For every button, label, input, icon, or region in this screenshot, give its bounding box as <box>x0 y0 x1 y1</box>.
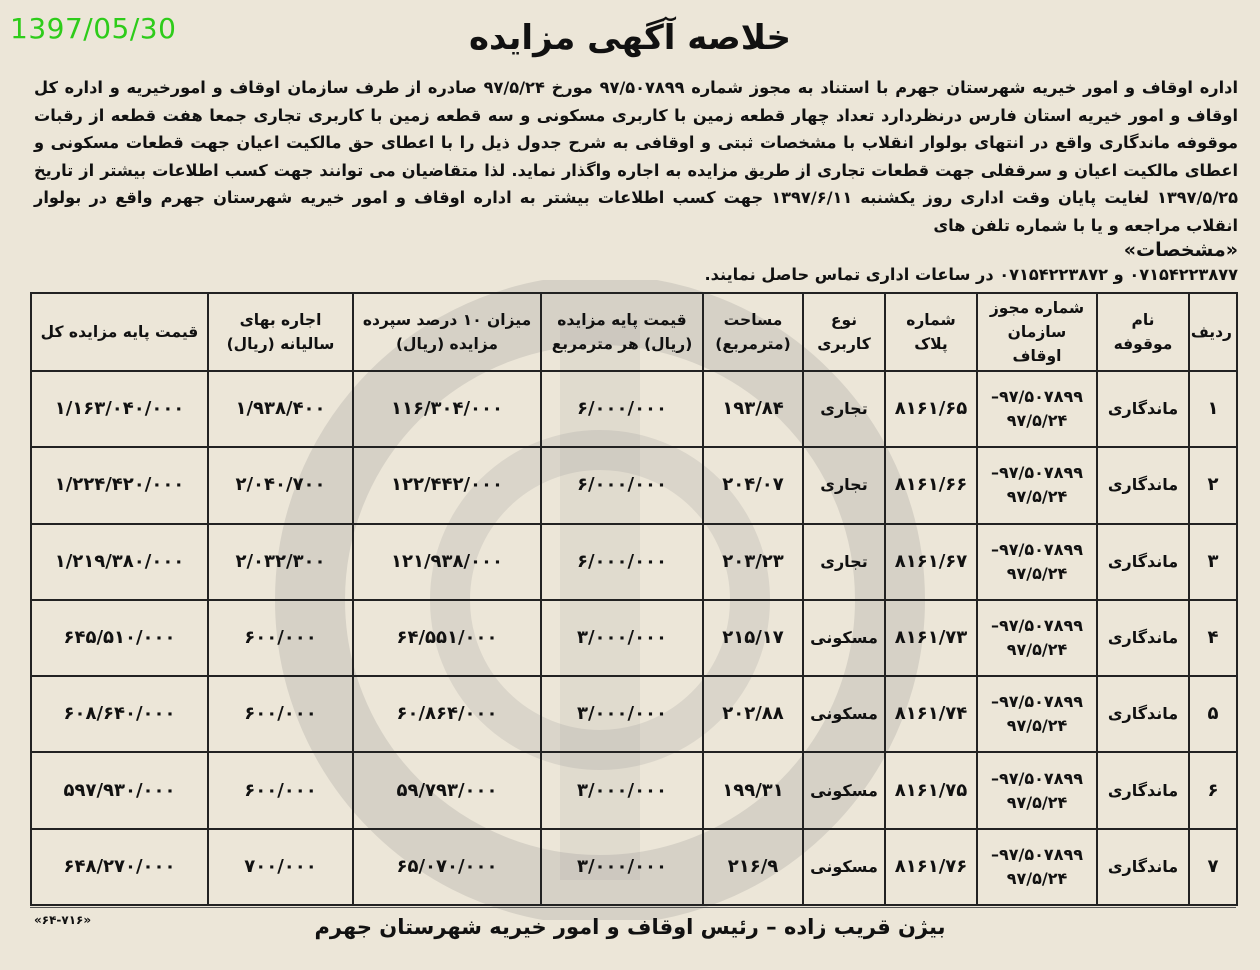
table-cell: ۹۷/۵۰۷۸۹۹– ۹۷/۵/۲۴ <box>977 829 1097 905</box>
signature-line: بیژن قریب زاده – رئیس اوقاف و امور خیریه شهرستان جهرم <box>314 915 946 939</box>
table-cell: ۲۰۳/۲۳ <box>703 524 803 600</box>
table-cell: ۹۷/۵۰۷۸۹۹– ۹۷/۵/۲۴ <box>977 600 1097 676</box>
specs-heading: «مشخصات» <box>1123 239 1238 261</box>
table-row <box>31 371 1237 447</box>
table-cell: ۲۰۲/۸۸ <box>703 676 803 752</box>
footer-code: «۶۴-۷۱۶» <box>34 913 92 927</box>
table-cell: ۶۵/۰۷۰/۰۰۰ <box>353 829 541 905</box>
table-cell: ۲ <box>1189 447 1237 523</box>
table-cell: ۱ <box>1189 371 1237 447</box>
table-cell: مسکونی <box>803 676 885 752</box>
date-stamp: 1397/05/30 <box>10 12 177 45</box>
table-cell: ۶۰۰/۰۰۰ <box>208 676 353 752</box>
table-cell: ۱۲۲/۴۴۲/۰۰۰ <box>353 447 541 523</box>
table-cell: ۳/۰۰۰/۰۰۰ <box>541 752 703 828</box>
header-cell: شماره مجوز سازمان اوقاف <box>977 293 1097 371</box>
table-cell: ۸۱۶۱/۶۷ <box>885 524 977 600</box>
table-cell: ۲۰۴/۰۷ <box>703 447 803 523</box>
table-cell: ۱/۲۱۹/۳۸۰/۰۰۰ <box>31 524 208 600</box>
table-cell: ۶۴۸/۲۷۰/۰۰۰ <box>31 829 208 905</box>
table-cell: تجاری <box>803 447 885 523</box>
header-cell: مساحت (مترمربع) <box>703 293 803 371</box>
table-cell: مسکونی <box>803 829 885 905</box>
table-cell: تجاری <box>803 524 885 600</box>
table-cell: ۶۰/۸۶۴/۰۰۰ <box>353 676 541 752</box>
table-cell: ماندگاری <box>1097 524 1189 600</box>
table-cell: ۵ <box>1189 676 1237 752</box>
table-cell: ۸۱۶۱/۶۵ <box>885 371 977 447</box>
header-cell: ردیف <box>1189 293 1237 371</box>
notice-title: خلاصه آگهی مزایده <box>468 18 792 58</box>
table-cell: ۴ <box>1189 600 1237 676</box>
table-cell: ۱۲۱/۹۳۸/۰۰۰ <box>353 524 541 600</box>
table-cell: ۳ <box>1189 524 1237 600</box>
notice-body <box>34 74 1238 289</box>
table-cell: ۵۹/۷۹۳/۰۰۰ <box>353 752 541 828</box>
table-cell: مسکونی <box>803 600 885 676</box>
table-cell: ۶۰۰/۰۰۰ <box>208 600 353 676</box>
table-cell: ۶ <box>1189 752 1237 828</box>
header-cell: نام موقوفه <box>1097 293 1189 371</box>
table-cell: ۳/۰۰۰/۰۰۰ <box>541 676 703 752</box>
table-header-row <box>31 293 1237 371</box>
table-cell: ۱۹۳/۸۴ <box>703 371 803 447</box>
table-cell: ماندگاری <box>1097 752 1189 828</box>
table-cell: ۷ <box>1189 829 1237 905</box>
footer-divider <box>30 907 1236 908</box>
table-cell: ماندگاری <box>1097 447 1189 523</box>
table-cell: تجاری <box>803 371 885 447</box>
table-cell: ماندگاری <box>1097 829 1189 905</box>
table-cell: ۲/۰۳۲/۳۰۰ <box>208 524 353 600</box>
table-cell: ۱/۹۳۸/۴۰۰ <box>208 371 353 447</box>
header-cell: قیمت پایه مزایده (ریال) هر مترمربع <box>541 293 703 371</box>
contact-line: ۰۷۱۵۴۲۲۳۸۷۷ و ۰۷۱۵۴۲۲۳۸۷۲ در ساعات اداری تماس حاصل نمایند. <box>704 265 1238 284</box>
table-cell: ۶/۰۰۰/۰۰۰ <box>541 447 703 523</box>
table-row <box>31 524 1237 600</box>
table-cell: ۱۹۹/۳۱ <box>703 752 803 828</box>
table-cell: ۶۰۰/۰۰۰ <box>208 752 353 828</box>
table-cell: ماندگاری <box>1097 371 1189 447</box>
auction-table <box>30 292 1238 906</box>
table-cell: ۶/۰۰۰/۰۰۰ <box>541 371 703 447</box>
table-row <box>31 829 1237 905</box>
table-cell: ۶/۰۰۰/۰۰۰ <box>541 524 703 600</box>
table-cell: ۶۴/۵۵۱/۰۰۰ <box>353 600 541 676</box>
header-cell: میزان ۱۰ درصد سپرده مزایده (ریال) <box>353 293 541 371</box>
table-cell: ۸۱۶۱/۷۵ <box>885 752 977 828</box>
table-cell: ۵۹۷/۹۳۰/۰۰۰ <box>31 752 208 828</box>
table-cell: ۹۷/۵۰۷۸۹۹– ۹۷/۵/۲۴ <box>977 524 1097 600</box>
table-row <box>31 600 1237 676</box>
notice-paragraph: اداره اوقاف و امور خیریه شهرستان جهرم با استناد به مجوز شماره ۹۷/۵۰۷۸۹۹ مورخ ۹۷/۵/۲۴ صادره از طرف سازمان اوقاف و امورخیریه و اداره کل اوقاف و امور خیریه استان فارس درنظردارد تعداد چهار قطعه زمین با کاربری مسکونی و سه قطعه زمین با کاربری تجاری جمعا هفت قطعه از رقبات موقوفه ماندگاری واقع در انتهای بولوار انقلاب با مشخصات ثبتی و اوقافی به شرح جدول ذیل را با اعطای حق مالکیت اعیان جهت قطعات مسکونی و اعطای مالکیت اعیان و سرقفلی جهت قطعات تجاری از طریق مزایده به اجاره واگذار نماید. لذا متقاضیان می توانند جهت کسب اطلاعات بیشتر از تاریخ ۱۳۹۷/۵/۲۵ لغایت پایان وقت اداری روز یکشنبه ۱۳۹۷/۶/۱۱ جهت کسب اطلاعات بیشتر به اداره اوقاف و امور خیریه شهرستان جهرم واقع در بولوار انقلاب مراجعه و یا با شماره تلفن های <box>34 78 1238 235</box>
header-cell: شماره پلاک <box>885 293 977 371</box>
table-cell: ۹۷/۵۰۷۸۹۹– ۹۷/۵/۲۴ <box>977 447 1097 523</box>
table-cell: ۹۷/۵۰۷۸۹۹– ۹۷/۵/۲۴ <box>977 752 1097 828</box>
table-cell: ۲۱۶/۹ <box>703 829 803 905</box>
table-cell: ۸۱۶۱/۷۶ <box>885 829 977 905</box>
table-cell: ۲/۰۴۰/۷۰۰ <box>208 447 353 523</box>
header-cell: نوع کاربری <box>803 293 885 371</box>
table-cell: ماندگاری <box>1097 676 1189 752</box>
table-cell: ۲۱۵/۱۷ <box>703 600 803 676</box>
table-cell: ماندگاری <box>1097 600 1189 676</box>
table-cell: ۸۱۶۱/۶۶ <box>885 447 977 523</box>
table-cell: ۳/۰۰۰/۰۰۰ <box>541 829 703 905</box>
table-cell: ۹۷/۵۰۷۸۹۹– ۹۷/۵/۲۴ <box>977 676 1097 752</box>
header-cell: اجاره بهای سالیانه (ریال) <box>208 293 353 371</box>
table-cell: ۶۴۵/۵۱۰/۰۰۰ <box>31 600 208 676</box>
table-cell: ۶۰۸/۶۴۰/۰۰۰ <box>31 676 208 752</box>
table-cell: ۱۱۶/۳۰۴/۰۰۰ <box>353 371 541 447</box>
table-cell: ۷۰۰/۰۰۰ <box>208 829 353 905</box>
table-cell: ۳/۰۰۰/۰۰۰ <box>541 600 703 676</box>
table-row <box>31 676 1237 752</box>
table-cell: ۱/۲۲۴/۴۲۰/۰۰۰ <box>31 447 208 523</box>
table-cell: ۸۱۶۱/۷۳ <box>885 600 977 676</box>
table-cell: مسکونی <box>803 752 885 828</box>
table-row <box>31 447 1237 523</box>
table-row <box>31 752 1237 828</box>
table-cell: ۹۷/۵۰۷۸۹۹– ۹۷/۵/۲۴ <box>977 371 1097 447</box>
table-cell: ۸۱۶۱/۷۴ <box>885 676 977 752</box>
header-cell: قیمت پایه مزایده کل <box>31 293 208 371</box>
table-cell: ۱/۱۶۳/۰۴۰/۰۰۰ <box>31 371 208 447</box>
